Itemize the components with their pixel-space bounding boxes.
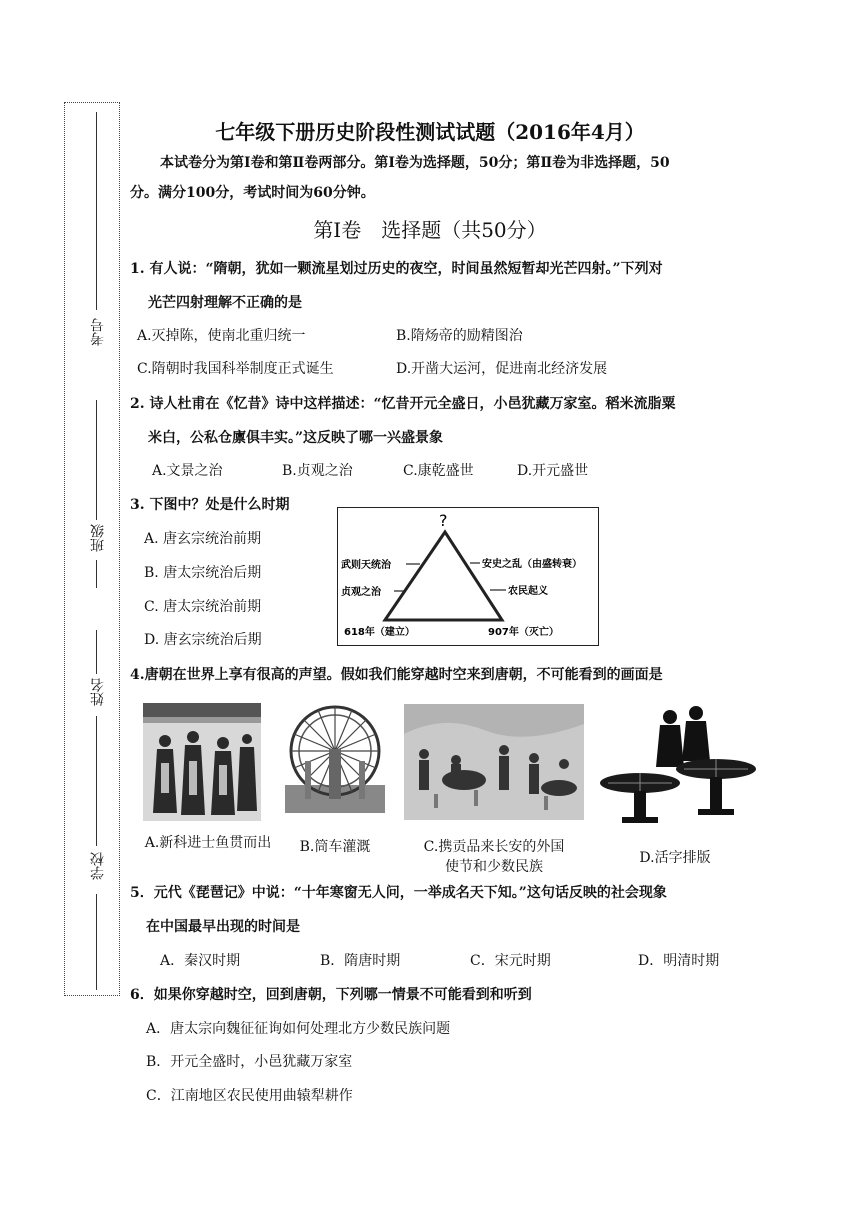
q6-option-c: C．江南地区农民使用曲辕犁耕作 [146, 1088, 353, 1104]
label-end-907: 907年（灭亡） [488, 627, 559, 638]
q4-stem: 4.唐朝在世界上享有很高的声望。假如我们能穿越时空来到唐朝，不可能看到的画面是 [130, 667, 663, 683]
q4-caption-a: A.新科进士鱼贯而出 [144, 835, 272, 851]
q2-option-d: D.开元盛世 [517, 463, 589, 479]
class-label: 班级 [90, 524, 106, 552]
movable-type-image [598, 705, 756, 827]
q1-option-d: D.开凿大运河，促进南北经济发展 [396, 361, 608, 377]
name-label: 姓名 [90, 678, 106, 706]
name-line-upper [96, 630, 97, 674]
label-peasant-uprising: 农民起义 [508, 586, 548, 597]
page-title: 七年级下册历史阶段性测试试题（2016年4月） [215, 120, 645, 144]
q1-stem-line1: 1. 有人说：“隋朝，犹如一颗流星划过历史的夜空，时间虽然短暂却光芒四射。”下列对 [130, 261, 663, 277]
q3-option-b: B. 唐太宗统治后期 [144, 565, 262, 581]
q6-option-b: B．开元全盛时，小邑犹藏万家室 [146, 1054, 353, 1070]
envoys-tribute-image [404, 704, 584, 820]
q3-option-d: D. 唐玄宗统治后期 [144, 632, 262, 648]
intro-line-1: 本试卷分为第Ⅰ卷和第Ⅱ卷两部分。第Ⅰ卷为选择题，50分；第Ⅱ卷为非选择题，50 [160, 155, 670, 171]
name-field [88, 630, 106, 850]
label-start-618: 618年（建立） [344, 627, 415, 638]
label-anshi: 安史之乱（由盛转衰） [482, 559, 582, 570]
intro-line-2: 分。满分100分，考试时间为60分钟。 [130, 185, 375, 201]
school-line [96, 894, 97, 990]
triangle-peak-shape [385, 532, 502, 620]
q2-option-c: C.康乾盛世 [403, 463, 474, 479]
class-field [88, 400, 106, 590]
class-line [96, 400, 97, 520]
q1-option-c: C.隋朝时我国科举制度正式诞生 [137, 361, 334, 377]
section-heading: 第Ⅰ卷 选择题（共50分） [313, 218, 547, 242]
q4-caption-c [404, 837, 584, 877]
q1-option-b: B.隋炀帝的励精图治 [396, 328, 523, 344]
q5-option-c: C．宋元时期 [470, 953, 551, 969]
q2-stem-line2: 米白，公私仓廪俱丰实。”这反映了哪一兴盛景象 [148, 430, 444, 446]
school-label: 学校 [90, 852, 106, 880]
q2-option-b: B.贞观之治 [282, 463, 353, 479]
label-wuzetian: 武则天统治 [341, 560, 391, 571]
q2-option-a: A.文景之治 [152, 463, 223, 479]
waterwheel-image [285, 701, 385, 813]
q4-caption-b: B.筒车灌溉 [299, 839, 371, 855]
q1-option-a: A.灭掉陈，使南北重归统一 [137, 328, 306, 344]
q4-caption-c-line1: C.携贡品来长安的外国 [423, 839, 565, 855]
tang-dynasty-diagram [337, 507, 599, 646]
question-mark: ? [439, 511, 448, 530]
intro [130, 148, 730, 208]
school-field [88, 852, 106, 992]
q5-stem-line1: 5．元代《琵琶记》中说：“十年寒窗无人问，一举成名天下知。”这句话反映的社会现象 [130, 885, 667, 901]
q6-stem: 6．如果你穿越时空，回到唐朝，下列哪一情景不可能看到和听到 [130, 987, 532, 1003]
q5-option-d: D．明清时期 [638, 953, 720, 969]
name-line [96, 716, 97, 846]
q4-caption-c-line2: 使节和少数民族 [445, 859, 543, 875]
q5-stem-line2: 在中国最早出现的时间是 [146, 919, 300, 935]
class-line-lower [96, 560, 97, 588]
q6-option-a: A．唐太宗向魏征征询如何处理北方少数民族问题 [146, 1021, 451, 1037]
q3-option-c: C. 唐太宗统治前期 [144, 599, 262, 615]
scholars-procession-image [143, 703, 261, 821]
q3-stem: 3. 下图中？处是什么时期 [130, 497, 290, 513]
q5-option-a: A．秦汉时期 [160, 953, 241, 969]
label-zhenguan: 贞观之治 [341, 587, 381, 598]
q5-option-b: B．隋唐时期 [320, 953, 401, 969]
q1-stem-line2: 光芒四射理解不正确的是 [148, 295, 302, 311]
q2-stem-line1: 2. 诗人杜甫在《忆昔》诗中这样描述：“忆昔开元全盛日，小邑犹藏万家室。稻米流脂粟 [130, 396, 676, 412]
q4-caption-d: D.活字排版 [639, 850, 711, 866]
exam-no-label: 考号 [90, 318, 106, 346]
q3-option-a: A. 唐玄宗统治前期 [144, 531, 262, 547]
